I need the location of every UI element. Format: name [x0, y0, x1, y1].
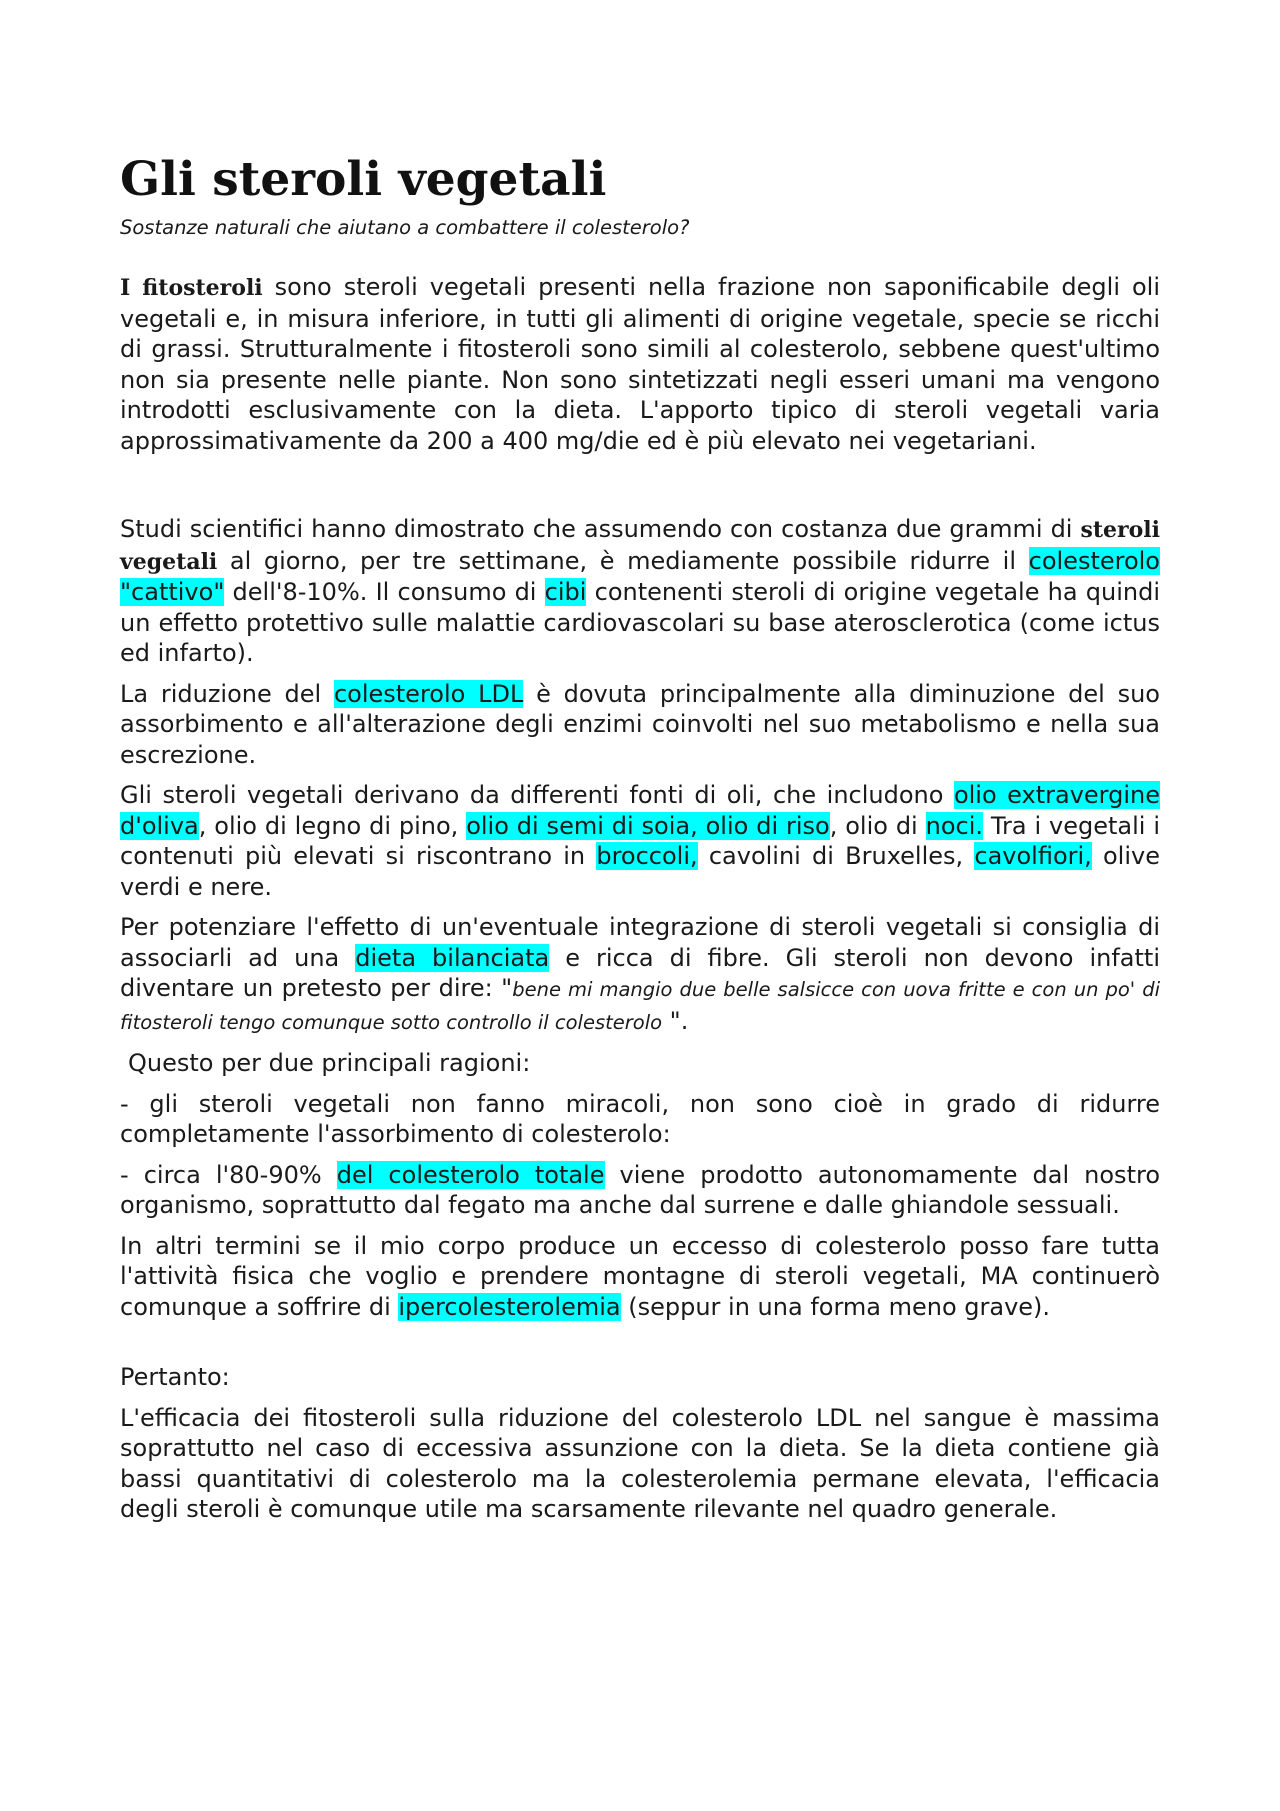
highlight-colesterolo-cattivo: colesterolo "cattivo" [120, 546, 1160, 606]
term-steroli-vegetali: steroli vegetali [120, 517, 1160, 575]
page-title: Gli steroli vegetali [120, 152, 607, 207]
page-subtitle: Sostanze naturali che aiutano a combattere il colesterolo? [120, 216, 690, 239]
highlight-cavolfiori: cavolfiori, [974, 842, 1092, 870]
document-page [120, 150, 1160, 1525]
paragraph-fitosteroli: I fitosteroli sono steroli vegetali presenti nella frazione non saponificabile degli oli vegetali e, in misura inferiore, in tutti gli alimenti di origine vegetale, specie se ricchi di grassi. Strutturalmente i fitosteroli sono simili al colesterolo, sebbene quest'ultimo non sia presente nelle piante. Non sono sintetizzati negli esseri umani ma vengono introdotti esclusivamente con la dieta. L'apporto tipico di steroli vegetali varia approssimativamente da 200 a 400 mg/die ed è più elevato nei vegetariani. [120, 273, 1160, 455]
highlight-ipercolesterolemia: ipercolesterolemia [398, 1292, 621, 1321]
paragraph-pertanto: Pertanto: [120, 1363, 230, 1391]
highlight-colesterolo-totale: del colesterolo totale [336, 1160, 605, 1189]
highlight-dieta-bilanciata: dieta bilanciata [355, 943, 550, 972]
paragraph-potenziare: Per potenziare l'effetto di un'eventuale integrazione di steroli vegetali si consiglia di associarli ad una dieta bilanciata e ricca di fibre. Gli steroli non devono infatti diventare un pretesto per dire: "bene mi mangio due belle salsicce con uova fritte e con un po' di fitosteroli tengo comunque sotto controllo il colesterolo ". [120, 913, 1161, 1035]
paragraph-efficacia: L'efficacia dei fitosteroli sulla riduzione del colesterolo LDL nel sangue è massima soprattutto nel caso di eccessiva assunzione con la dieta. Se la dieta contiene già bassi quantitativi di colesterolo ma la colesterolemia permane elevata, l'efficacia degli steroli è comunque utile ma scarsamente rilevante nel quadro generale. [120, 1403, 1160, 1523]
highlight-cibi: cibi [544, 578, 587, 606]
paragraph-colesterolo-totale: - circa l'80-90% del colesterolo totale viene prodotto autonomamente dal nostro organismo, soprattutto dal fegato ma anche dal surrene e dalle ghiandole sessuali. [120, 1160, 1160, 1219]
highlight-broccoli: broccoli, [596, 842, 698, 870]
term-fitosteroli: I fitosteroli [120, 275, 263, 301]
paragraph-ragioni: Questo per due principali ragioni: [128, 1049, 531, 1077]
highlight-olio-oliva: olio extravergine d'oliva [120, 781, 1161, 840]
highlight-colesterolo-ldl: colesterolo LDL [333, 679, 524, 708]
paragraph-studi: Studi scientifici hanno dimostrato che assumendo con costanza due grammi di steroli vegetali al giorno, per tre settimane, è mediamente possibile ridurre il colesterolo "cattivo" dell'8-10%. Il consumo di cibi contenenti steroli di origine vegetale ha quindi un effetto protettivo sulle malattie cardiovascolari su base aterosclerotica (come ictus ed infarto). [120, 515, 1161, 667]
paragraph-altri-termini: In altri termini se il mio corpo produce un eccesso di colesterolo posso fare tutta l'attività fisica che voglio e prendere montagne di steroli vegetali, MA continuerò comunque a soffrire di ipercolesterolemia (seppur in una forma meno grave). [120, 1231, 1160, 1321]
paragraph-fonti: Gli steroli vegetali derivano da differenti fonti di oli, che includono olio extravergine d'oliva, olio di legno di pino, olio di semi di soia, olio di riso, olio di noci. Tra i vegetali i contenuti più elevati si riscontrano in broccoli, cavolini di Bruxelles, cavolfiori, olive verdi e nere. [120, 781, 1161, 901]
highlight-noci: noci. [925, 811, 983, 840]
paragraph-miracoli: - gli steroli vegetali non fanno miracoli, non sono cioè in grado di ridurre completamente l'assorbimento di colesterolo: [120, 1089, 1160, 1148]
quote-text: bene mi mangio due belle salsicce con uova fritte e con un po' di fitosteroli tengo comunque sotto controllo il colesterolo [120, 978, 1161, 1034]
highlight-olio-soia-riso: olio di semi di soia, olio di riso [466, 811, 830, 840]
paragraph-ldl: La riduzione del colesterolo LDL è dovuta principalmente alla diminuzione del suo assorbimento e all'alterazione degli enzimi coinvolti nel suo metabolismo e nella sua escrezione. [120, 679, 1160, 769]
